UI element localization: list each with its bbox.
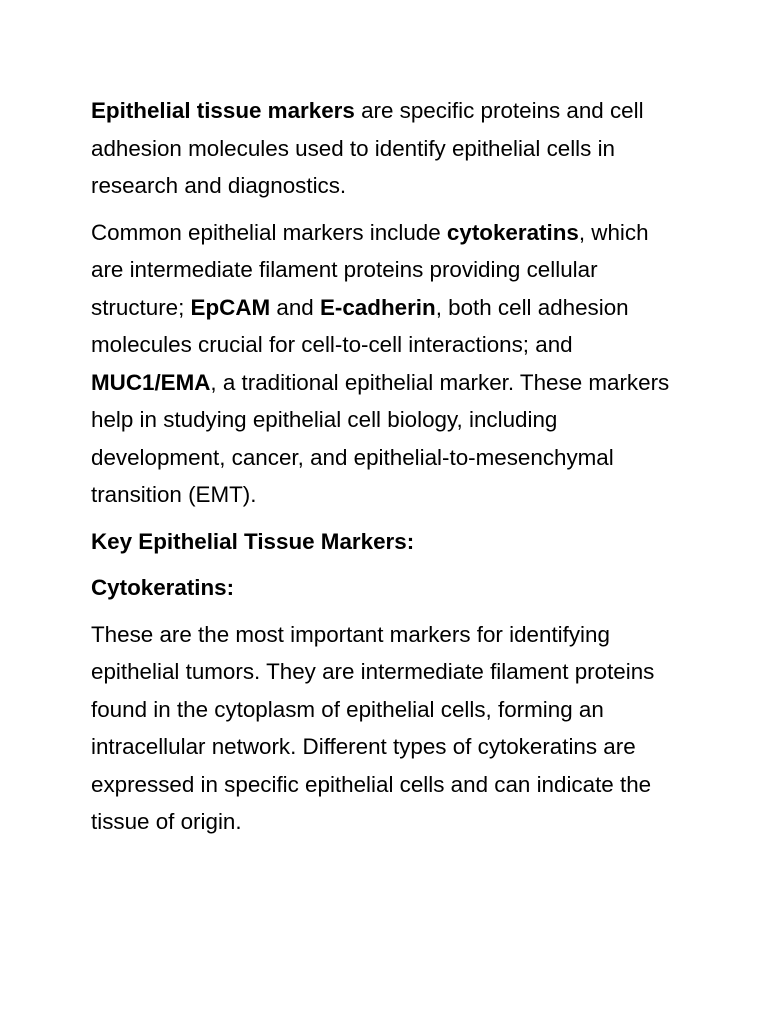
term-cytokeratins: cytokeratins xyxy=(446,219,579,245)
document-body xyxy=(91,92,687,850)
common-text-1: Common epithelial markers include xyxy=(91,219,447,245)
intro-text: are specific proteins and cell adhesion molecules used to identify epithelial cells in research and diagnostics. xyxy=(91,98,644,198)
key-markers-heading: Key Epithelial Tissue Markers: xyxy=(91,528,415,554)
cytokeratins-paragraph: These are the most important markers for identifying epithelial tumors. They are intermediate filament proteins found in the cytoplasm of epithelial cells, forming an intracellular network. Different types of cytokeratins are expressed in specific epithelial cells and can indicate the tissue of origin. xyxy=(91,621,655,834)
common-text-5: , a traditional epithelial marker. These markers help in studying epithelial cell biology, including development, cancer, and epithelial-to-mesenchymal transition (EMT). xyxy=(91,369,670,507)
cytokeratins-heading: Cytokeratins: xyxy=(91,575,235,600)
term-e-cadherin: E-cadherin xyxy=(319,294,436,320)
term-muc1-ema: MUC1/EMA xyxy=(91,369,211,395)
common-text-2: , which are intermediate filament proteins providing cellular structure; xyxy=(91,219,649,320)
common-text-3: and xyxy=(270,294,320,320)
common-markers-paragraph xyxy=(91,214,687,514)
intro-paragraph xyxy=(91,92,687,205)
common-text-4: , both cell adhesion molecules crucial for cell-to-cell interactions; and xyxy=(91,294,629,357)
term-epcam: EpCAM xyxy=(190,294,271,320)
intro-term: Epithelial tissue markers xyxy=(91,98,355,123)
